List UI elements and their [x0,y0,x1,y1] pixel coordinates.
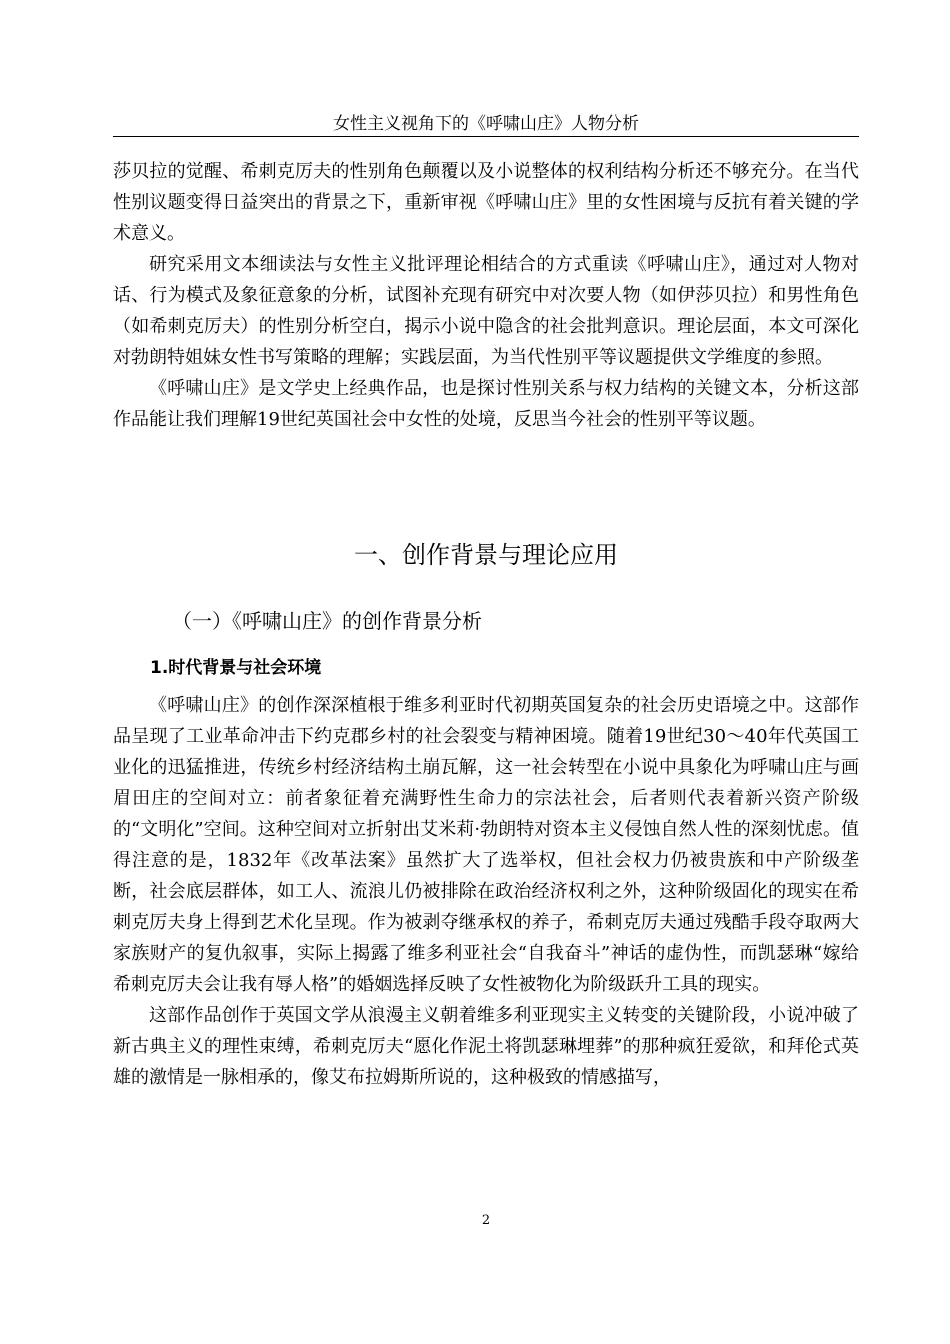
section-body-text [113,690,859,1093]
paragraph: 《呼啸山庄》是文学史上经典作品，也是探讨性别关系与权力结构的关键文本，分析这部作品能让我们理解19世纪英国社会中女性的处境，反思当今社会的性别平等议题。 [113,378,859,430]
running-header: 女性主义视角下的《呼啸山庄》人物分析 [333,114,639,134]
intro-text [113,156,859,435]
page-number: 2 [481,1213,491,1228]
section-heading: 一、创作背景与理论应用 [354,541,618,569]
subsection-heading: （一）《呼啸山庄》的创作背景分析 [172,609,482,633]
paragraph: 这部作品创作于英国文学从浪漫主义朝着维多利亚现实主义转变的关键阶段，小说冲破了新古典主义的理性束缚，希刺克厉夫“愿化作泥土将凯瑟琳埋葬”的那种疯狂爱欲，和拜伦式英雄的激情是一脉相承的，像艾布拉姆斯所说的，这种极致的情感描写， [113,1005,859,1088]
paragraph: 《呼啸山庄》的创作深深植根于维多利亚时代初期英国复杂的社会历史语境之中。这部作品呈现了工业革命冲击下约克郡乡村的社会裂变与精神困境。随着19世纪30～40年代英国工业化的迅猛推进，传统乡村经济结构土崩瓦解，这一社会转型在小说中具象化为呼啸山庄与画眉田庄的空间对立：前者象征着充满野性生命力的宗法社会，后者则代表着新兴资产阶级的“文明化”空间。这种空间对立折射出艾米莉·勃朗特对资本主义侵蚀自然人性的深刻忧虑。值得注意的是，1832年《改革法案》虽然扩大了选举权，但社会权力仍被贵族和中产阶级垄断，社会底层群体，如工人、流浪儿仍被排除在政治经济权利之外，这种阶级固化的现实在希刺克厉夫身上得到艺术化呈现。作为被剥夺继承权的养子，希刺克厉夫通过残酷手段夺取两大家族财产的复仇叙事，实际上揭露了维多利亚社会“自我奋斗”神话的虚伪性，而凯瑟琳“嫁给希刺克厉夫会让我有辱人格”的婚姻选择反映了女性被物化为阶级跃升工具的现实。 [113,695,859,995]
paragraph: 研究采用文本细读法与女性主义批评理论相结合的方式重读《呼啸山庄》，通过对人物对话、行为模式及象征意象的分析，试图补充现有研究中对次要人物（如伊莎贝拉）和男性角色（如希刺克厉夫）的性别分析空白，揭示小说中隐含的社会批判意识。理论层面，本文可深化对勃朗特姐妹女性书写策略的理解；实践层面，为当代性别平等议题提供文学维度的参照。 [113,254,859,368]
paragraph: 莎贝拉的觉醒、希刺克厉夫的性别角色颠覆以及小说整体的权利结构分析还不够充分。在当代性别议题变得日益突出的背景之下，重新审视《呼啸山庄》里的女性困境与反抗有着关键的学术意义。 [113,161,859,244]
subsubsection-heading: 1.时代背景与社会环境 [150,658,322,678]
header-divider [113,136,859,137]
